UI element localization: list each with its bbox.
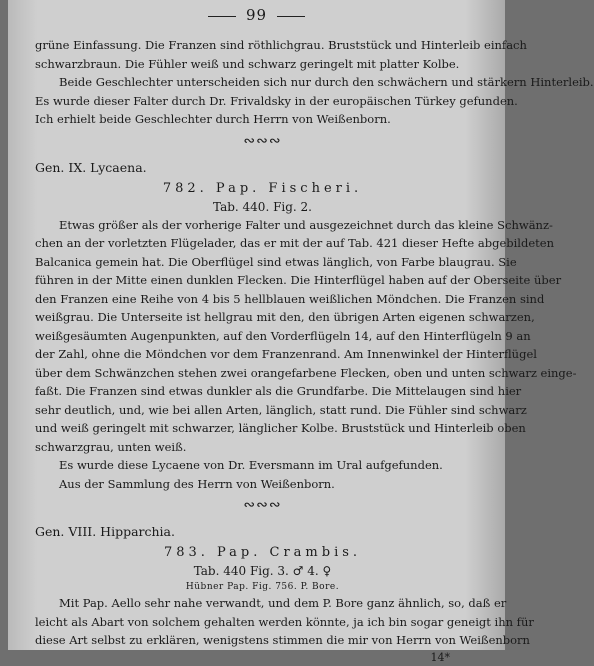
genus-heading: Gen. IX. Lycaena. xyxy=(35,159,147,175)
text-line: Mit Pap. Aello sehr nahe verwandt, und dem P. Bore ganz ähnlich, so, daß er xyxy=(59,596,507,610)
section-ornament: ∾∾∾ xyxy=(243,497,282,513)
text-line: und weiß geringelt mit schwarzer, länglicher Kolbe. Bruststück und Hinterleib oben xyxy=(35,421,526,435)
text-line: schwarzgrau, unten weiß. xyxy=(35,439,187,454)
page-number: 99 xyxy=(245,6,268,24)
plate-reference: Tab. 440 Fig. 3. ♂ 4. ♀ xyxy=(193,564,332,578)
text-line: schwarzbraun. Die Fühler weiß und schwarz geringelt mit platter Kolbe. xyxy=(35,56,460,71)
text-line: führen in der Mitte einen dunklen Flecken. Die Hinterflügel haben auf der Oberseite über xyxy=(35,273,562,287)
text-line: chen an der vorletzten Flügelader, das er mit der auf Tab. 421 dieser Hefte abgebildeten xyxy=(35,236,554,250)
text-line: weißgrau. Die Unterseite ist hellgrau mit den, den übrigen Arten eigenen schwarzen, xyxy=(35,310,535,324)
text-line: der Zahl, ohne die Möndchen vor dem Franzenrand. Am Innenwinkel der Hinterflügel xyxy=(35,347,537,361)
text-line: über dem Schwänzchen stehen zwei orangefarbene Flecken, oben und unten schwarz einge- xyxy=(35,365,577,380)
section-ornament: ∾∾∾ xyxy=(243,132,282,149)
species-title: 783. Pap. Crambis. xyxy=(163,545,362,560)
text-line: Beide Geschlechter unterscheiden sich nur durch den schwächern und stärkern Hinterleib. xyxy=(59,75,594,89)
text-line: Ich erhielt beide Geschlechter durch Herrn von Weißenborn. xyxy=(35,112,391,126)
header-rule-left xyxy=(208,16,236,17)
text-line: Aus der Sammlung des Herrn von Weißenborn. xyxy=(59,476,335,491)
page-header xyxy=(8,6,505,24)
text-line: diese Art selbst zu erklären, wenigstens stimmen die mir von Herrn von Weißenborn xyxy=(35,633,530,647)
text-line: leicht als Abart von solchem gehalten werden könnte, ja ich bin sogar geneigt ihn für xyxy=(35,614,534,629)
text-line: Balcanica gemein hat. Die Oberflügel sind etwas länglich, von Farbe blaugrau. Sie xyxy=(35,254,517,269)
text-line: Es wurde dieser Falter durch Dr. Frivaldsky in der europäischen Türkey gefunden. xyxy=(35,93,518,108)
species-title: 782. Pap. Fischeri. xyxy=(162,180,363,196)
text-line: den Franzen eine Reihe von 4 bis 5 hellblauen weißlichen Möndchen. Die Franzen sind xyxy=(35,291,545,306)
genus-heading: Gen. VIII. Hipparchia. xyxy=(35,524,175,539)
book-page xyxy=(8,0,594,664)
text-line: Es wurde diese Lycaene von Dr. Eversmann im Ural aufgefunden. xyxy=(59,458,443,472)
page-text xyxy=(35,36,594,666)
text-line: faßt. Die Franzen sind etwas dunkler als die Grundfarbe. Die Mittelaugen sind hier xyxy=(35,384,522,398)
plate-reference: Tab. 440. Fig. 2. xyxy=(213,199,312,214)
hubner-reference: Hübner Pap. Fig. 756. P. Bore. xyxy=(185,582,340,592)
text-line: weißgesäumten Augenpunkten, auf den Vorderflügeln 14, auf den Hinterflügeln 9 an xyxy=(35,328,531,343)
text-line: grüne Einfassung. Die Franzen sind röthlichgrau. Bruststück und Hinterleib einfach xyxy=(35,38,527,52)
text-line: Etwas größer als der vorherige Falter und ausgezeichnet durch das kleine Schwänz- xyxy=(59,217,553,232)
header-rule-right xyxy=(277,16,305,17)
text-line: sehr deutlich, und, wie bei allen Arten, länglich, statt rund. Die Fühler sind schwarz xyxy=(35,402,527,417)
signature-mark: 14* xyxy=(430,650,450,664)
